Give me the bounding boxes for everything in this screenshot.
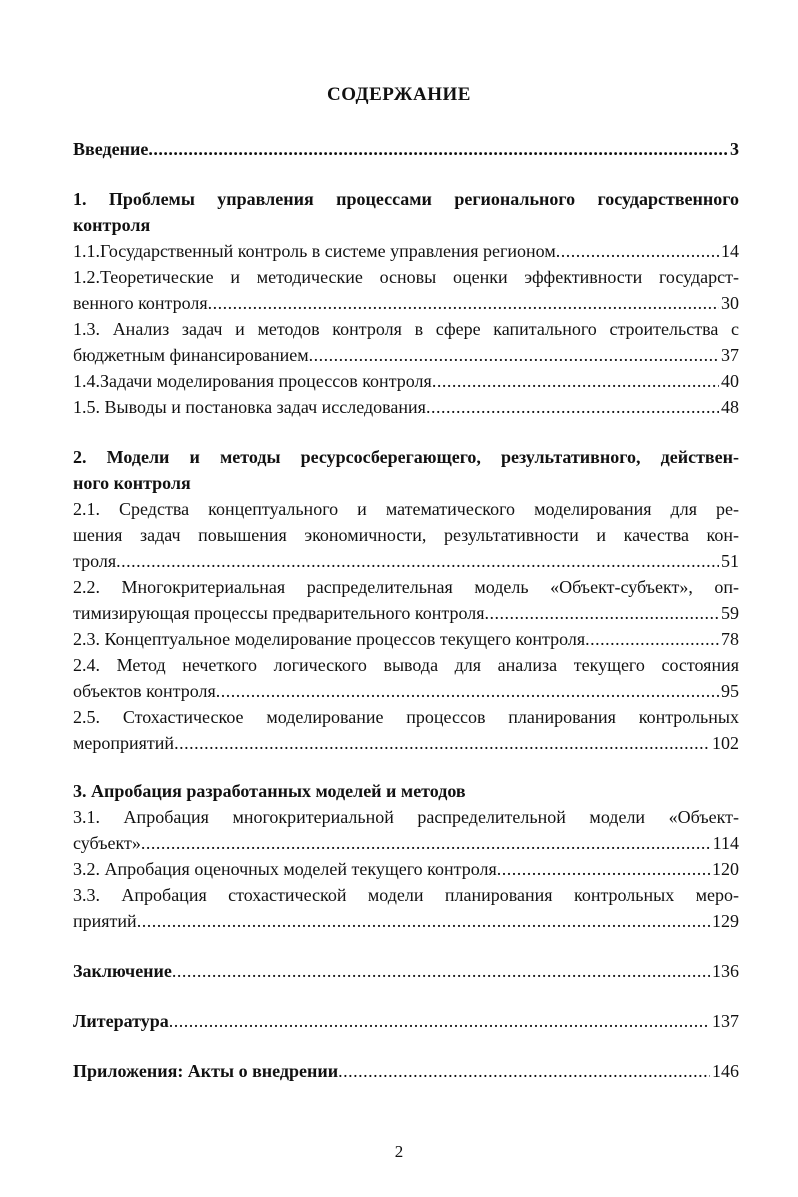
dot-leader [208,290,719,316]
dot-leader [309,342,719,368]
toc-entry-appendix[interactable] [73,1058,739,1084]
entry-page: 37 [721,345,739,365]
toc-entry[interactable] [73,368,739,394]
dot-leader [556,238,719,264]
dot-leader [174,730,710,756]
entry-label: объектов контроля [73,681,216,701]
entry-page: 48 [721,397,739,417]
toc-title: СОДЕРЖАНИЕ [327,84,471,105]
toc-entry-line[interactable]: шения задач повышения экономичности, результативности и качества кон- [73,525,739,545]
toc-entry[interactable] [73,678,739,704]
entry-label: Приложения: Акты о внедрении [73,1061,339,1081]
entry-page: 120 [712,859,739,879]
entry-page: 114 [712,833,739,853]
toc-entry[interactable] [73,342,739,368]
entry-page: 146 [712,1061,739,1081]
entry-label: 1.5. Выводы и постановка задач исследования [73,397,426,417]
entry-label: 3.2. Апробация оценочных моделей текущего контроля [73,859,497,879]
dot-leader [426,394,719,420]
entry-label: 1.4.Задачи моделирования процессов контроля [73,371,432,391]
entry-label: Заключение [73,961,172,981]
toc-entry[interactable] [73,908,739,934]
toc-entry[interactable] [73,856,739,882]
toc-entry-line[interactable]: 2.2. Многокритериальная распределительная модель «Объект-субъект», оп- [73,577,739,597]
toc-entry-line[interactable]: 3.1. Апробация многокритериальной распределительной модели «Объект- [73,807,739,827]
toc-entry[interactable] [73,730,739,756]
toc-entry-intro[interactable] [73,136,739,162]
toc-entry-conclusion[interactable] [73,958,739,984]
entry-page: 78 [721,629,739,649]
entry-page: 14 [721,241,739,261]
entry-label: Литература [73,1011,169,1031]
entry-page: 3 [730,139,739,159]
dot-leader [116,548,719,574]
dot-leader [148,136,728,162]
dot-leader [169,1008,710,1034]
entry-label: 1.1.Государственный контроль в системе управления регионом [73,241,556,261]
toc-entry[interactable] [73,394,739,420]
entry-label: бюджетным финансированием [73,345,309,365]
dot-leader [141,830,711,856]
entry-page: 51 [721,551,739,571]
chapter-heading: 3. Апробация разработанных моделей и методов [73,781,466,801]
entry-label: Введение [73,139,149,159]
chapter-heading-cont: ного контроля [73,473,191,493]
entry-label: венного контроля [73,293,208,313]
dot-leader [497,856,710,882]
toc-entry[interactable] [73,238,739,264]
entry-page: 40 [721,371,739,391]
entry-page: 59 [721,603,739,623]
entry-page: 30 [721,293,739,313]
dot-leader [137,908,710,934]
entry-label: приятий [73,911,137,931]
entry-label: мероприятий [73,733,175,753]
entry-page: 129 [712,911,739,931]
entry-label: троля [73,551,117,571]
entry-label: тимизирующая процессы предварительного контроля [73,603,485,623]
toc-entry-line[interactable]: 2.5. Стохастическое моделирование процессов планирования контрольных [73,707,739,727]
entry-page: 136 [712,961,739,981]
entry-page: 95 [721,681,739,701]
dot-leader [585,626,719,652]
dot-leader [432,368,719,394]
page-number: 2 [394,1142,404,1161]
toc-entry-literature[interactable] [73,1008,739,1034]
chapter-heading-cont: контроля [73,215,151,235]
chapter-heading: 1. Проблемы управления процессами регионального государственного [73,189,739,209]
entry-page: 102 [712,733,739,753]
entry-page: 137 [712,1011,739,1031]
toc-entry[interactable] [73,626,739,652]
toc-entry[interactable] [73,290,739,316]
dot-leader [338,1058,710,1084]
dot-leader [216,678,719,704]
toc-entry-line[interactable]: 1.3. Анализ задач и методов контроля в сфере капитального строительства с [73,319,739,339]
toc-entry[interactable] [73,548,739,574]
toc-entry[interactable] [73,600,739,626]
dot-leader [485,600,720,626]
toc-entry-line[interactable]: 2.1. Средства концептуального и математического моделирования для ре- [73,499,739,519]
chapter-heading: 2. Модели и методы ресурсосберегающего, результативного, действен- [73,447,739,467]
toc-entry[interactable] [73,830,739,856]
toc-entry-line[interactable]: 1.2.Теоретические и методические основы оценки эффективности государст- [73,267,739,287]
entry-label: 2.3. Концептуальное моделирование процессов текущего контроля [73,629,586,649]
dot-leader [172,958,710,984]
toc-entry-line[interactable]: 2.4. Метод нечеткого логического вывода для анализа текущего состояния [73,655,739,675]
entry-label: субъект» [73,833,141,853]
toc-entry-line[interactable]: 3.3. Апробация стохастической модели планирования контрольных меро- [73,885,739,905]
